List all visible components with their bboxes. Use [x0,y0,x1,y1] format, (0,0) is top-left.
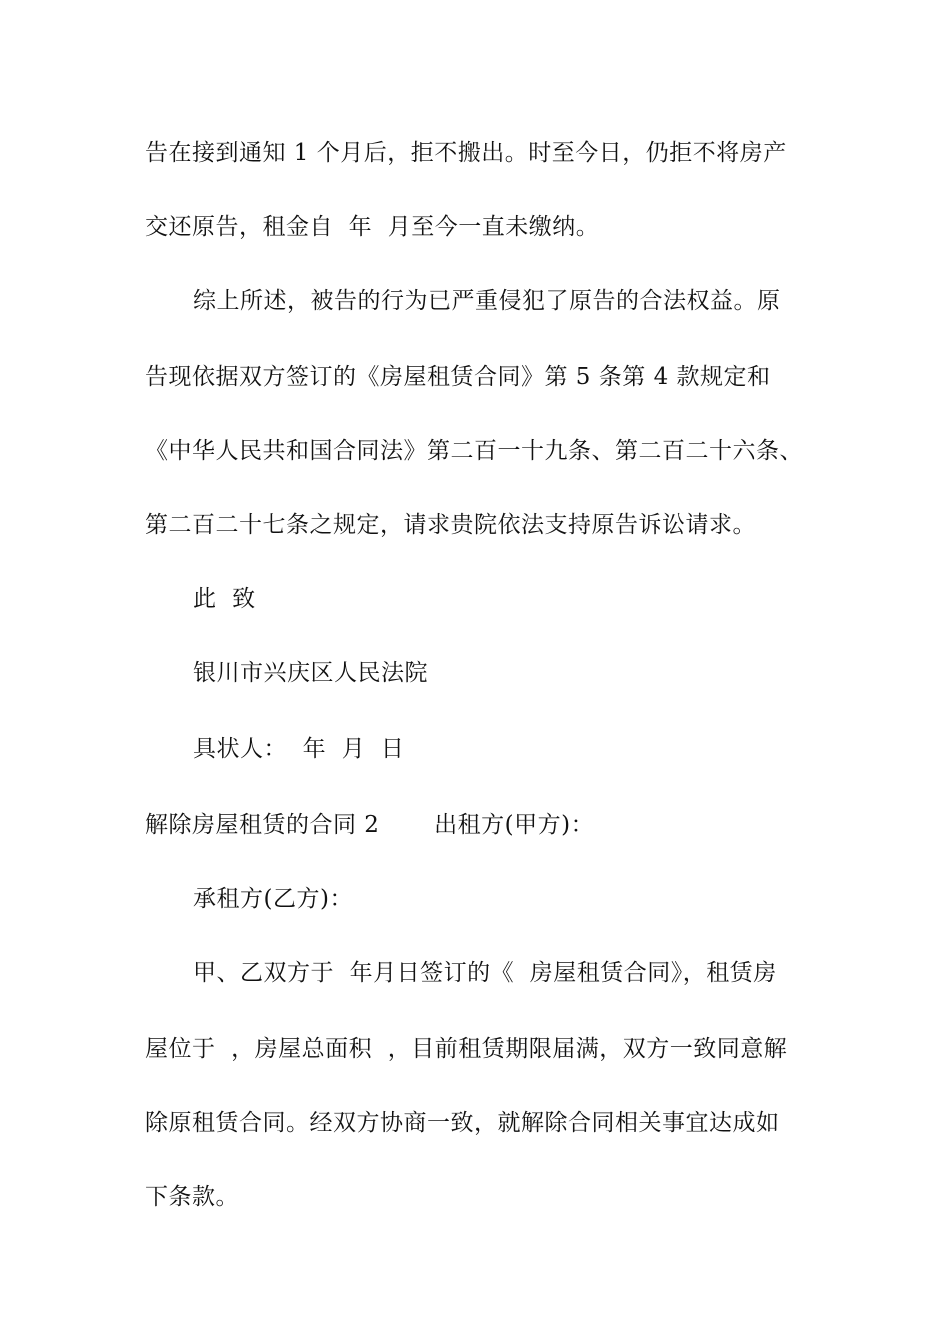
paragraph-line-5: 《中华人民共和国合同法》第二百一十九条、第二百二十六条、 [145,438,803,464]
lessee-line: 承租方(乙方)： [193,886,353,912]
salutation-line: 此 致 [193,586,256,612]
signature-date-line: 具状人： 年 月 日 [193,736,405,762]
contract-paragraph-line-2: 屋位于 ，房屋总面积 ，目前租赁期限届满，双方一致同意解 [145,1036,788,1062]
paragraph-line-1: 告在接到通知 1 个月后，拒不搬出。时至今日，仍拒不将房产 [145,140,787,166]
court-name-line: 银川市兴庆区人民法院 [193,660,428,686]
contract-paragraph-line-3: 除原租赁合同。经双方协商一致，就解除合同相关事宜达成如 [145,1110,780,1136]
contract-title-line: 解除房屋租赁的合同 2 出租方(甲方)： [145,812,595,838]
paragraph-line-2: 交还原告，租金自 年 月至今一直未缴纳。 [145,214,600,240]
paragraph-line-6: 第二百二十七条之规定，请求贵院依法支持原告诉讼请求。 [145,512,756,538]
contract-paragraph-line-1: 甲、乙双方于 年月日签订的《 房屋租赁合同》，租赁房 [193,960,777,986]
paragraph-line-3: 综上所述，被告的行为已严重侵犯了原告的合法权益。原 [193,288,781,314]
paragraph-line-4: 告现依据双方签订的《房屋租赁合同》第 5 条第 4 款规定和 [145,364,771,390]
contract-paragraph-line-4: 下条款。 [145,1184,239,1210]
